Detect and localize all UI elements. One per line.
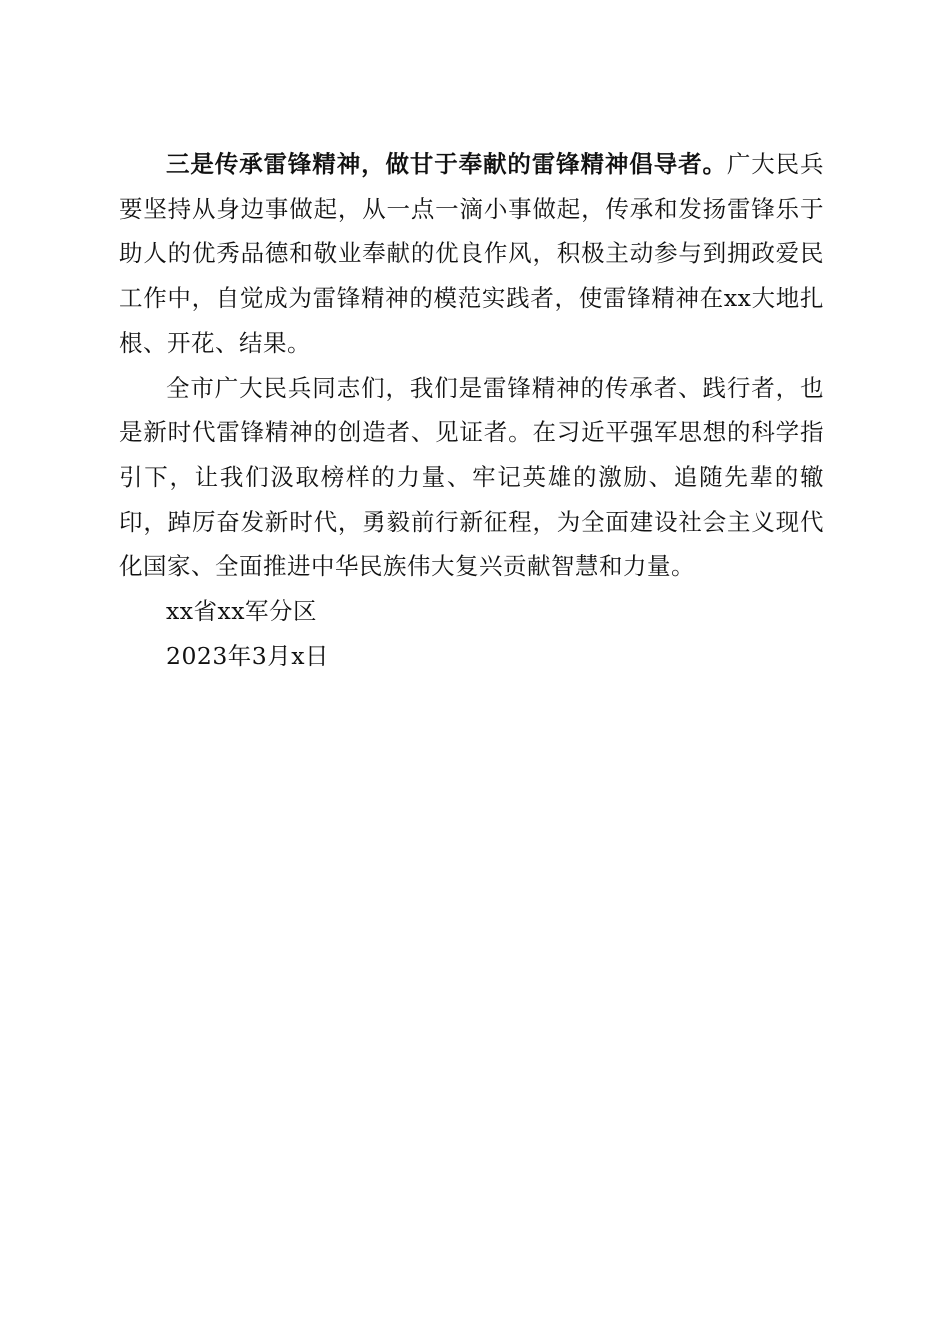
paragraph-body: 广大民兵要坚持从身边事做起，从一点一滴小事做起，传承和发扬雷锋乐于助人的优秀品德和敬业奉献的优良作风，积极主动参与到拥政爱民工作中，自觉成为雷锋精神的模范实践者，使雷锋精神在xx大地扎根、开花、结果。 [119,150,825,357]
paragraph-inherit-spirit [119,142,824,366]
paragraph-lead-heading: 三是传承雷锋精神，做甘于奉献的雷锋精神倡导者。 [166,150,727,178]
signature-date: 2023年3月x日 [166,641,330,670]
signature-organization: xx省xx军分区 [166,597,318,626]
document-page [119,142,824,678]
paragraph-call-to-action: 全市广大民兵同志们，我们是雷锋精神的传承者、践行者，也是新时代雷锋精神的创造者、见证者。在习近平强军思想的科学指引下，让我们汲取榜样的力量、牢记英雄的激励、追随先辈的辙印，踔厉奋发新时代，勇毅前行新征程，为全面建设社会主义现代化国家、全面推进中华民族伟大复兴贡献智慧和力量。 [119,373,824,581]
